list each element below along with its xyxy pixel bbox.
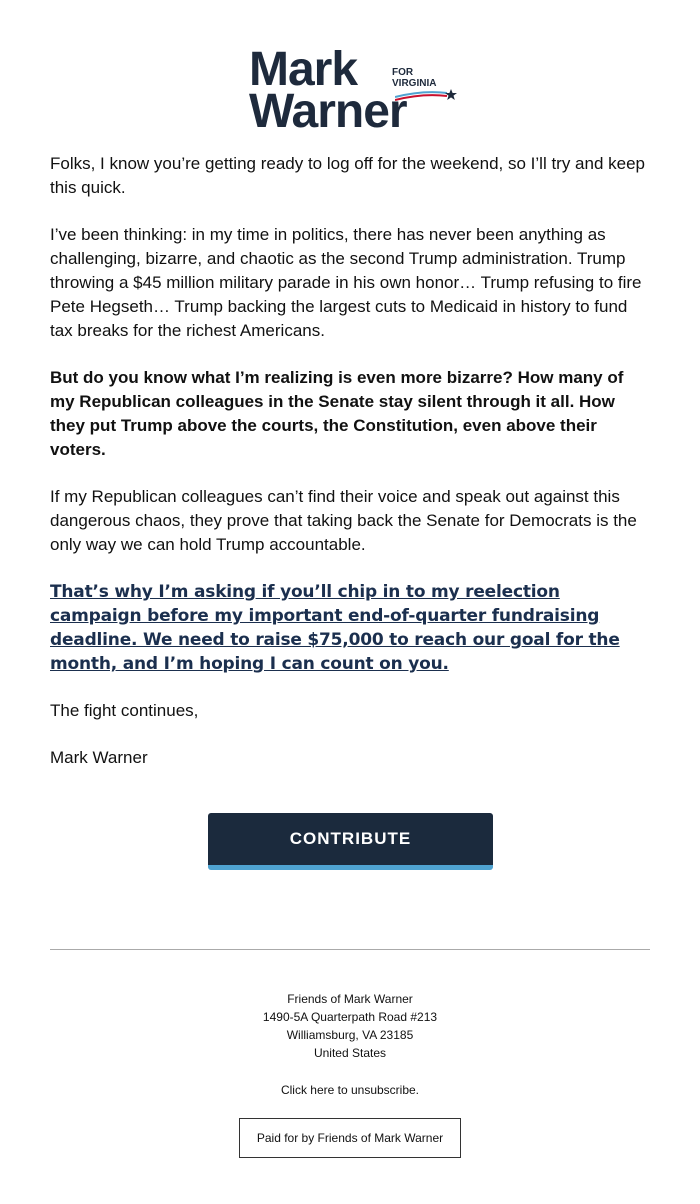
- paragraph-accountable: If my Republican colleagues can’t find their voice and speak out against this dangerous chaos, they prove that taking back the Senate for Democrats is the only way we can hold Trump accountable.: [50, 487, 637, 554]
- unsubscribe-link[interactable]: Click here to unsubscribe.: [280, 1083, 420, 1097]
- logo-tagline-virginia: VIRGINIA: [392, 78, 437, 89]
- donate-ask-link[interactable]: That’s why I’m asking if you’ll chip in to my reelection campaign before my important end-of-quarter fundraising deadline. We need to raise $75,000 to reach our goal for the month, and I’m hoping I can count on you.: [50, 582, 620, 674]
- contribute-button[interactable]: CONTRIBUTE: [208, 813, 493, 870]
- signature: Mark Warner: [50, 748, 148, 767]
- paragraph-intro: Folks, I know you’re getting ready to log off for the weekend, so I’ll try and keep this quick.: [50, 154, 646, 197]
- footer-address: [0, 990, 700, 1062]
- paragraph-ask: [50, 580, 650, 676]
- footer-org: Friends of Mark Warner: [287, 992, 413, 1006]
- logo-tagline-for: FOR: [392, 67, 414, 78]
- mark-warner-logo: [249, 43, 459, 138]
- logo-word-warner: Warner: [249, 85, 407, 138]
- footer-address-line1: 1490-5A Quarterpath Road #213: [262, 1010, 438, 1024]
- logo-word-mark: Mark: [249, 43, 358, 96]
- paragraph-thinking: I’ve been thinking: in my time in politics, there has never been anything as challenging, bizarre, and chaotic as the second Trump administration. Trump throwing a $45 million military parade in his own honor… Trump refusing to fire Pete Hegseth… Trump backing the largest cuts to Medicaid in history to fund tax breaks for the richest Americans.: [50, 225, 642, 340]
- footer-country: United States: [313, 1046, 387, 1060]
- footer-divider: [50, 949, 650, 950]
- paid-for-disclaimer: Paid for by Friends of Mark Warner: [239, 1118, 461, 1158]
- email-body: [50, 152, 650, 793]
- paragraph-closing: The fight continues,: [50, 701, 199, 720]
- footer-address-line2: Williamsburg, VA 23185: [286, 1028, 414, 1042]
- paragraph-bizarre: But do you know what I’m realizing is even more bizarre? How many of my Republican colleagues in the Senate stay silent through it all. How they put Trump above the courts, the Constitution, even above their voters.: [50, 368, 624, 459]
- footer: [0, 990, 700, 1099]
